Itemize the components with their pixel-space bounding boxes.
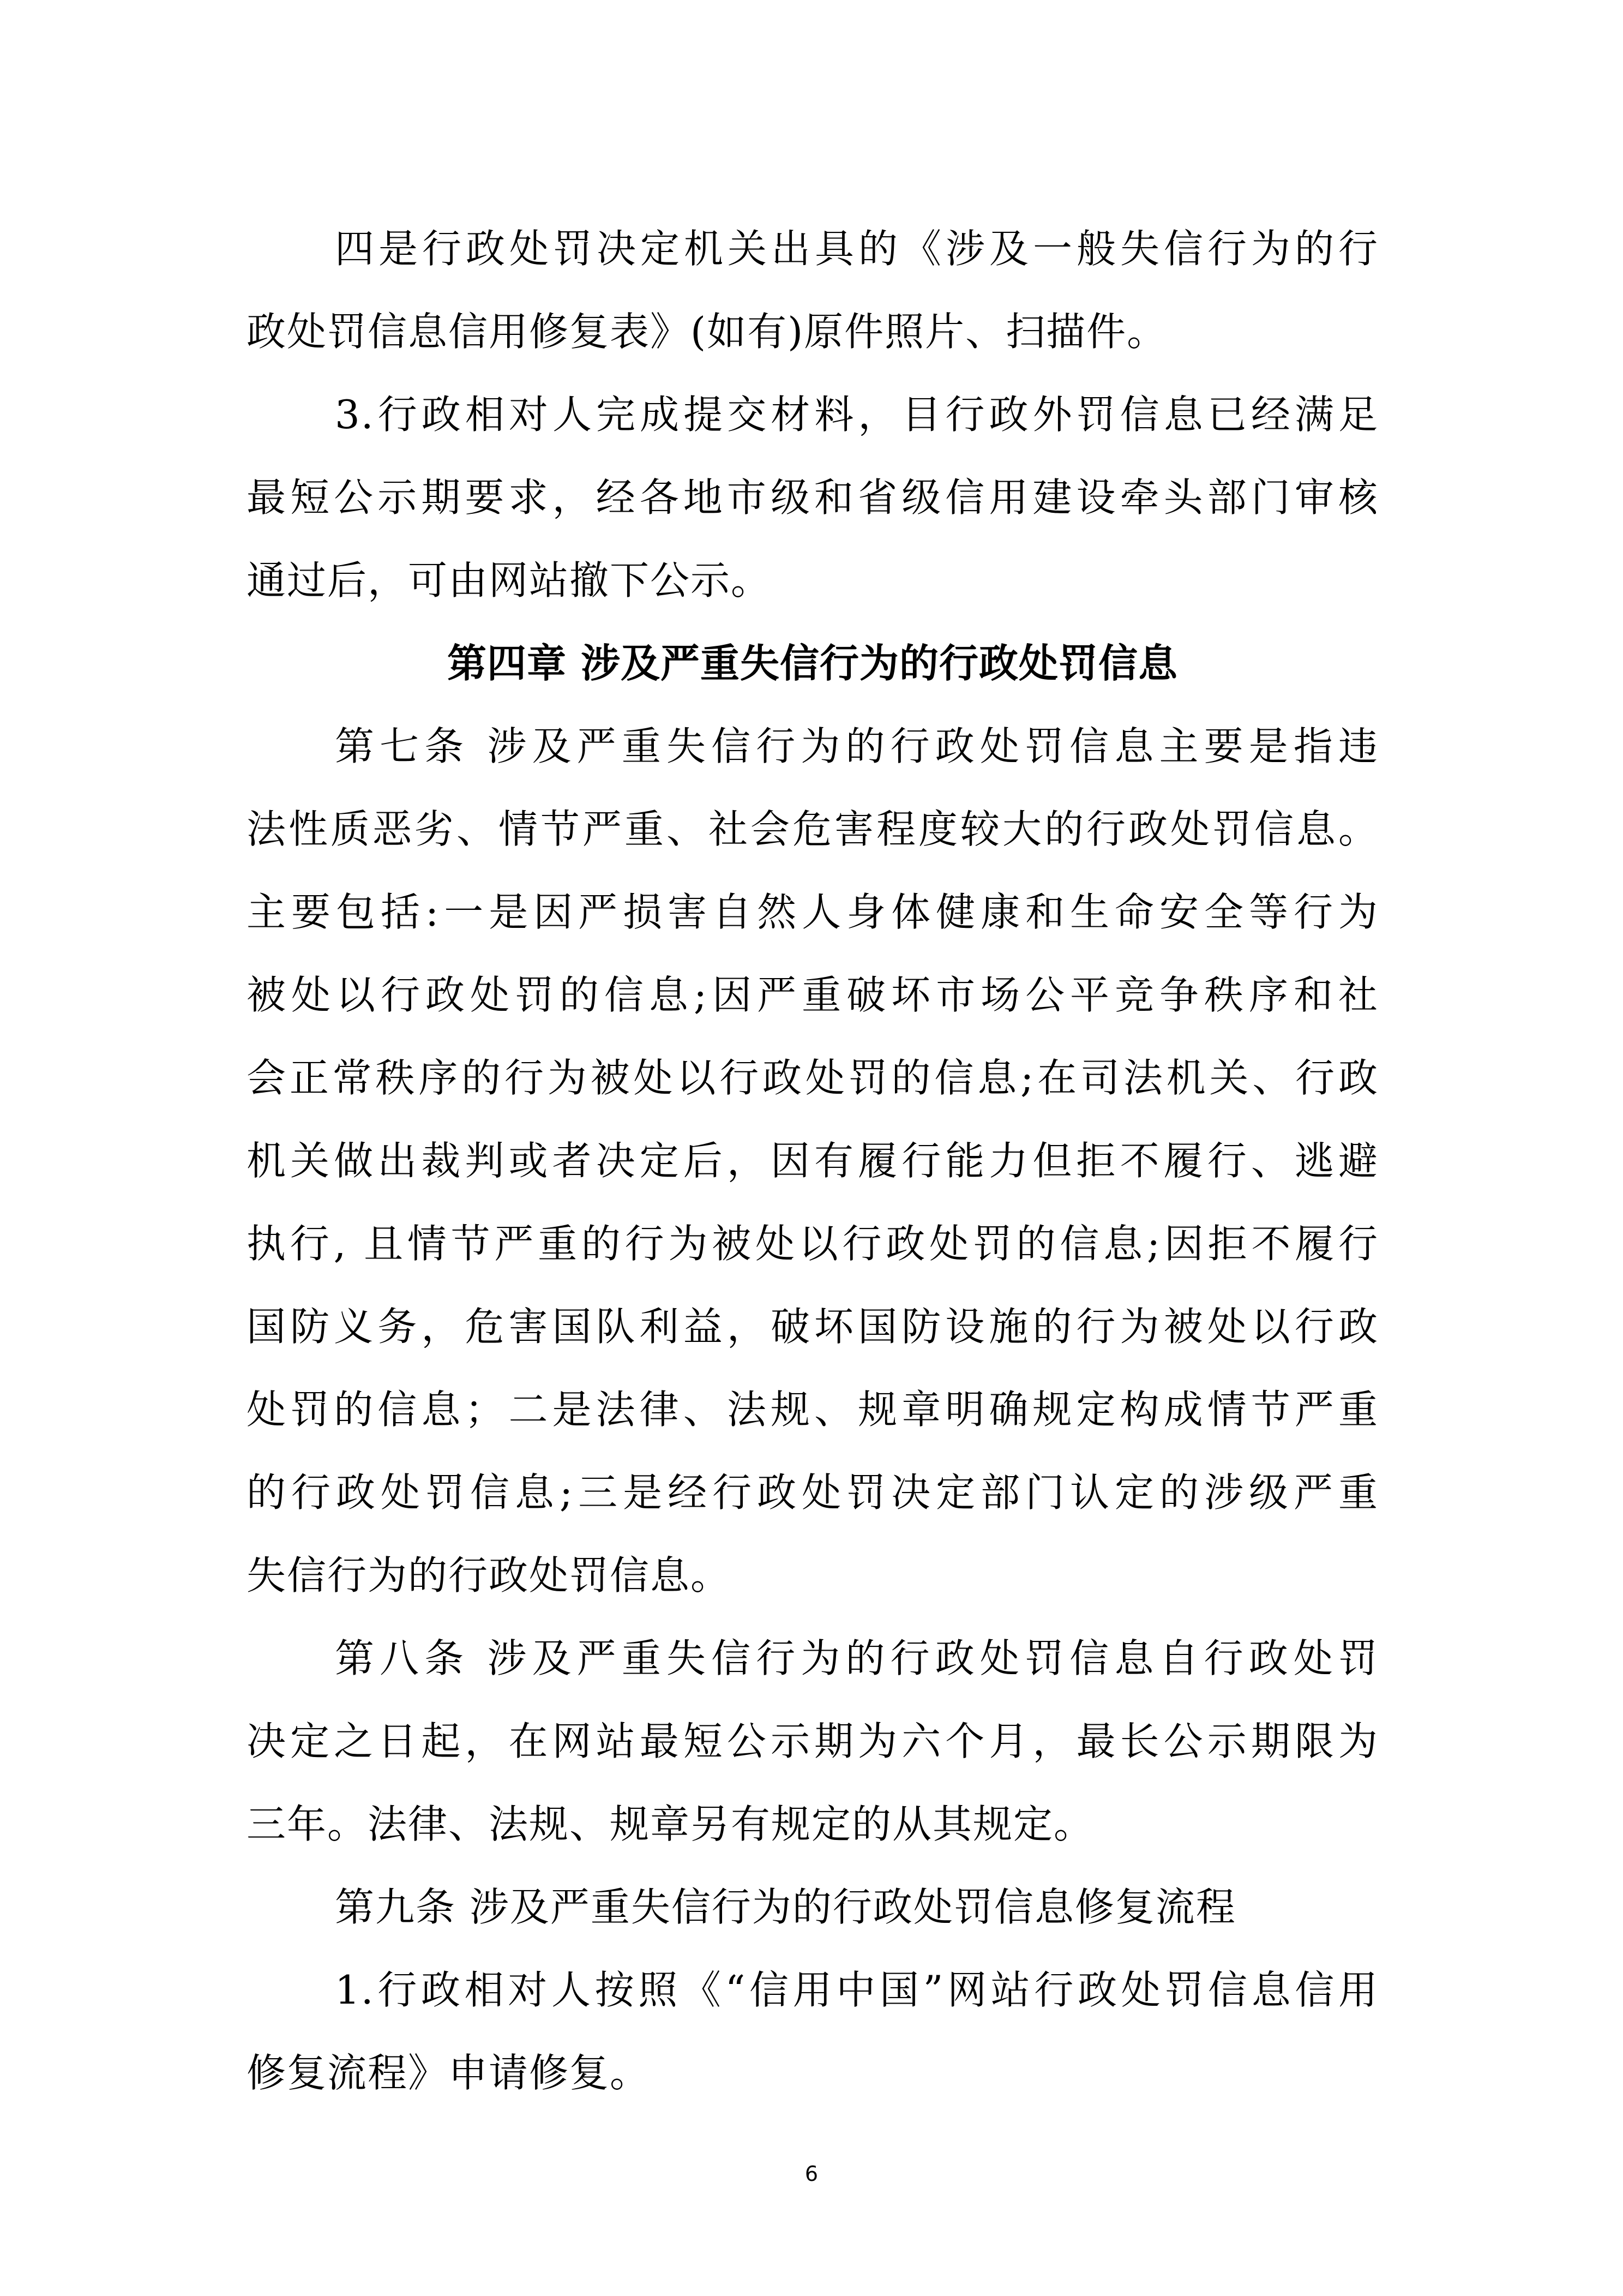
body-text-line: 国防义务，危害国队利益，破坏国防设施的行为被处以行政: [247, 1304, 1379, 1350]
body-text-line: 机关做出裁判或者决定后，因有履行能力但拒不履行、逃避: [247, 1138, 1379, 1184]
body-text-line: 3.行政相对人完成提交材料，目行政外罚信息已经满足: [335, 392, 1379, 437]
body-text-line: 会正常秩序的行为被处以行政处罚的信息;在司法机关、行政: [247, 1055, 1379, 1101]
body-text-line: 处罚的信息；二是法律、法规、规章明确规定构成情节严重: [247, 1387, 1379, 1432]
body-text-line: 的行政处罚信息;三是经行政处罚决定部门认定的涉级严重: [247, 1470, 1379, 1515]
document-body: [247, 207, 1379, 2114]
body-text-line: 通过后，可由网站撤下公示。: [247, 557, 772, 603]
body-text-line: 主要包括:一是因严损害自然人身体健康和生命安全等行为: [247, 889, 1379, 935]
body-text-line: 被处以行政处罚的信息;因严重破坏市场公平竞争秩序和社: [247, 972, 1379, 1018]
body-text-line: 失信行为的行政处罚信息。: [247, 1552, 731, 1598]
body-text-line: 最短公示期要求，经各地市级和省级信用建设牵头部门审核: [247, 475, 1379, 520]
body-text-line: 第八条 涉及严重失信行为的行政处罚信息自行政处罚: [335, 1635, 1379, 1681]
body-text-line: 法性质恶劣、情节严重、社会危害程度较大的行政处罚信息。: [247, 806, 1379, 852]
body-text-line: 1.行政相对人按照《“信用中国”网站行政处罚信息信用: [335, 1967, 1379, 2013]
body-text-line: 决定之日起，在网站最短公示期为六个月，最长公示期限为: [247, 1718, 1379, 1764]
body-text-line: 第九条 涉及严重失信行为的行政处罚信息修复流程: [335, 1884, 1236, 1930]
body-text-line: 修复流程》申请修复。: [247, 2050, 651, 2096]
body-text-line: 第七条 涉及严重失信行为的行政处罚信息主要是指违: [335, 723, 1379, 769]
body-text-line: 三年。法律、法规、规章另有规定的从其规定。: [247, 1801, 1095, 1847]
body-text-line: 四是行政处罚决定机关出具的《涉及一般失信行为的行: [335, 226, 1379, 272]
chapter-heading: 第四章 涉及严重失信行为的行政处罚信息: [447, 640, 1179, 686]
body-text-line: 政处罚信息信用修复表》(如有)原件照片、扫描件。: [247, 309, 1168, 355]
body-text-line: 执行, 且情节严重的行为被处以行政处罚的信息;因拒不履行: [247, 1221, 1379, 1267]
page-number: 6: [804, 2162, 819, 2186]
